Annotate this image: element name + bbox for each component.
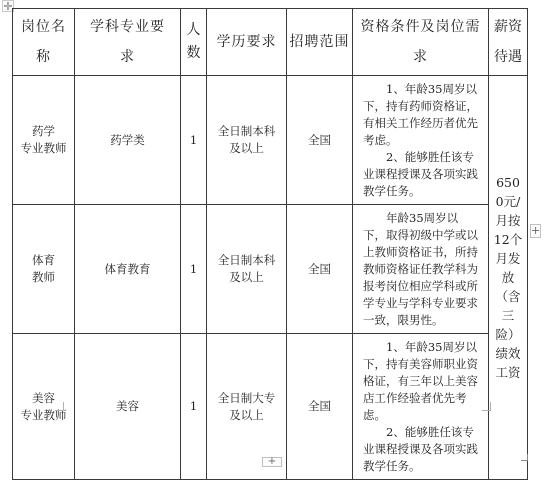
scope-cell: 全国	[287, 334, 353, 480]
education-line: 全日制本科	[217, 124, 276, 138]
major-cell: 药学类	[75, 76, 181, 205]
table-row	[13, 205, 528, 334]
major-cell: 美容	[75, 334, 181, 480]
header-count-text: 人数	[186, 22, 202, 61]
count-cell: 1	[181, 76, 207, 205]
education-cell	[207, 205, 287, 334]
header-row	[13, 9, 528, 76]
education-line: 及以上	[229, 141, 264, 155]
count-cell: 1	[181, 334, 207, 480]
header-qualifications-text: 资格条件及岗位需求	[360, 19, 481, 65]
table-resize-handle-icon[interactable]	[521, 454, 528, 461]
salary-cell	[489, 76, 528, 480]
education-line: 全日制大专	[217, 390, 276, 405]
header-position-name	[13, 9, 75, 76]
position-line: 专业教师	[20, 141, 67, 155]
header-salary	[489, 9, 528, 76]
position-line: 美容	[32, 390, 55, 405]
position-line: 体育	[32, 253, 55, 267]
header-qualifications	[353, 9, 489, 76]
position-cell	[13, 334, 75, 480]
qualification-paragraph: 年龄35周岁以下，取得初级中学或以上教师资格证书，所持教师资格证任教学科为报考岗位相应学科或所学专业与学科专业要求一致，限男性。	[363, 211, 478, 327]
header-major	[75, 9, 181, 76]
salary-text: 6500元/月按12个月发放（含三险）绩效工资	[493, 175, 523, 380]
position-line: 药学	[32, 124, 55, 138]
table-move-handle-icon[interactable]: ✛	[3, 0, 13, 13]
scope-cell: 全国	[287, 76, 353, 205]
header-education	[207, 9, 287, 76]
qualification-paragraph: 1、年龄35周岁以下，持有美容师职业资格证，有三年以上美容店工作经验者优先考虑。	[363, 340, 478, 422]
qualification-cell	[353, 76, 489, 205]
count-cell: 1	[181, 205, 207, 334]
header-scope	[287, 9, 353, 76]
position-cell	[13, 76, 75, 205]
position-line: 专业教师	[20, 407, 67, 422]
cell-end-mark-icon	[55, 402, 64, 411]
education-line: 全日制本科	[217, 253, 276, 267]
position-cell	[13, 205, 75, 334]
qualification-paragraph: 2、能够胜任该专业课程授课及各项实践教学任务。	[363, 425, 478, 473]
add-column-plus-icon[interactable]: +	[531, 224, 541, 237]
education-line: 及以上	[229, 270, 264, 284]
qualification-paragraph: 2、能够胜任该专业课程授课及各项实践教学任务。	[363, 150, 478, 198]
header-education-text: 学历要求	[216, 34, 277, 50]
header-position-name-text: 岗位名称	[21, 19, 66, 65]
education-line: 及以上	[229, 407, 264, 422]
qualification-cell	[353, 205, 489, 334]
cell-end-mark-icon	[482, 402, 491, 411]
header-salary-text: 薪资待遇	[494, 19, 522, 65]
header-major-text: 学科专业要求	[90, 19, 165, 65]
header-scope-text: 招聘范围	[289, 34, 350, 50]
qualification-cell	[353, 334, 489, 480]
table-row	[13, 76, 528, 205]
add-row-plus-icon[interactable]: +	[262, 457, 282, 467]
scope-cell: 全国	[287, 205, 353, 334]
recruitment-table	[12, 8, 528, 480]
position-line: 教师	[32, 270, 55, 284]
qualification-paragraph: 1、年龄35周岁以下，持有药师资格证，有相关工作经历者优先考虑。	[363, 82, 478, 147]
education-cell	[207, 76, 287, 205]
major-cell: 体育教育	[75, 205, 181, 334]
header-count	[181, 9, 207, 76]
